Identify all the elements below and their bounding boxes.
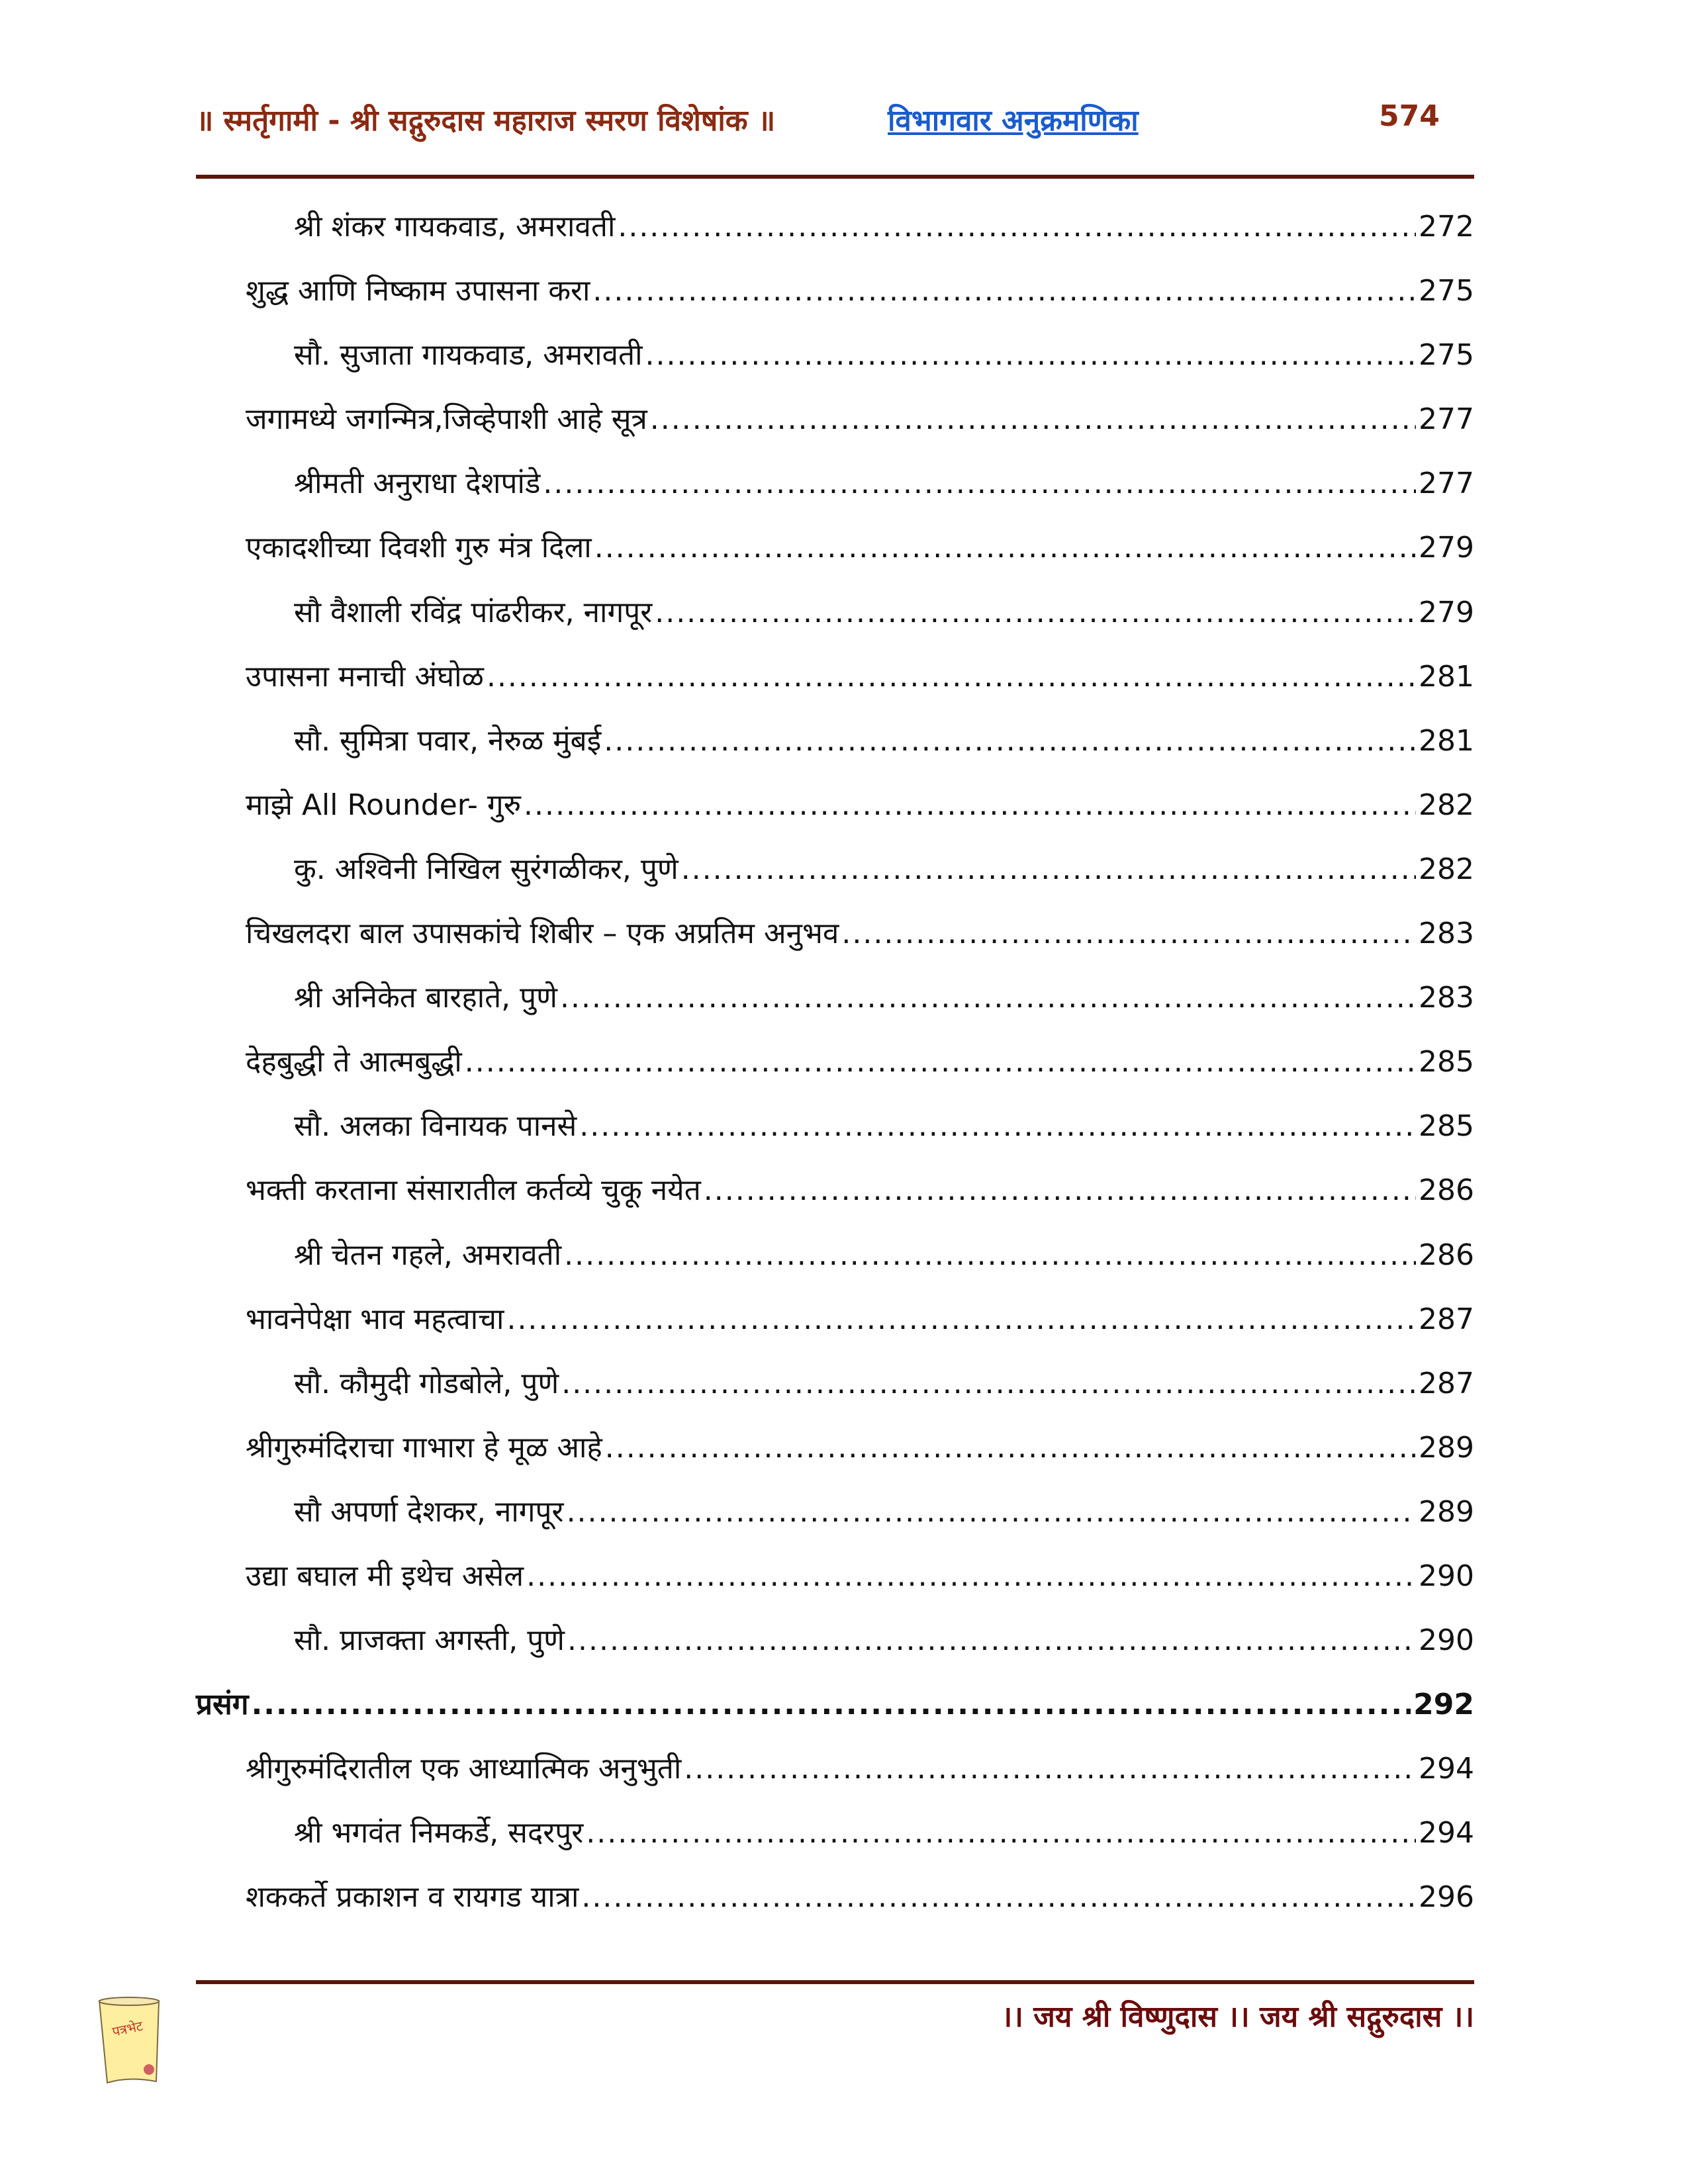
toc-entry-title: सौ. अलका विनायक पानसे bbox=[294, 1109, 577, 1144]
section-index-link[interactable]: विभागवार अनुक्रमणिका bbox=[888, 104, 1139, 138]
toc-entry-title: श्रीगुरुमंदिरातील एक आध्यात्मिक अनुभुती bbox=[246, 1752, 682, 1786]
toc-entry[interactable] bbox=[196, 655, 1474, 719]
toc-entry-title: सौ. प्राजक्ता अगस्ती, पुणे bbox=[294, 1623, 565, 1658]
dot-leader bbox=[487, 660, 1416, 694]
toc-entry-page: 282 bbox=[1419, 788, 1474, 822]
toc-entry[interactable] bbox=[196, 1683, 1474, 1747]
toc-entry-title: भक्ती करताना संसारातील कर्तव्ये चुकू नयेत bbox=[246, 1173, 701, 1208]
dot-leader bbox=[581, 1880, 1416, 1914]
toc-entry-page: 290 bbox=[1419, 1623, 1474, 1658]
toc-entry[interactable] bbox=[196, 1234, 1474, 1298]
toc-entry[interactable] bbox=[196, 591, 1474, 655]
toc-entry-title: उपासना मनाची अंघोळ bbox=[246, 659, 484, 694]
toc-entry-page: 275 bbox=[1419, 338, 1474, 373]
toc-entry-page: 296 bbox=[1419, 1880, 1474, 1915]
dot-leader bbox=[655, 596, 1416, 629]
dot-leader bbox=[841, 917, 1416, 950]
toc-entry-title: श्री चेतन गहले, अमरावती bbox=[294, 1238, 562, 1272]
toc-entry-page: 277 bbox=[1419, 402, 1474, 437]
toc-entry-title: भावनेपेक्षा भाव महत्वाचा bbox=[246, 1302, 504, 1336]
dot-leader bbox=[592, 274, 1416, 308]
dot-leader bbox=[560, 981, 1416, 1015]
toc-entry-title: चिखलदरा बाल उपासकांचे शिबीर – एक अप्रतिम अनुभव bbox=[246, 917, 839, 951]
toc-entry-page: 292 bbox=[1413, 1688, 1474, 1722]
toc-entry[interactable] bbox=[196, 1169, 1474, 1233]
toc-entry[interactable] bbox=[196, 1619, 1474, 1683]
dot-leader bbox=[506, 1302, 1416, 1336]
dot-leader bbox=[524, 788, 1416, 822]
dot-leader bbox=[567, 1495, 1416, 1529]
toc-entry-page: 275 bbox=[1419, 274, 1474, 308]
toc-entry-title: श्रीमती अनुराधा देशपांडे bbox=[294, 467, 541, 501]
toc-entry-title: सौ अपर्णा देशकर, नागपूर bbox=[294, 1494, 564, 1529]
toc-entry-page: 294 bbox=[1419, 1752, 1474, 1786]
toc-entry[interactable] bbox=[196, 1747, 1474, 1811]
toc-entry-title: सौ. सुमित्रा पवार, नेरुळ मुंबई bbox=[294, 723, 602, 758]
toc-entry[interactable] bbox=[196, 976, 1474, 1040]
dot-leader bbox=[618, 210, 1416, 244]
dot-leader bbox=[543, 467, 1416, 500]
toc-entry-title: सौ वैशाली रविंद्र पांढरीकर, नागपूर bbox=[294, 595, 653, 629]
toc-entry[interactable] bbox=[196, 334, 1474, 398]
toc-entry-page: 283 bbox=[1419, 981, 1474, 1015]
toc-entry[interactable] bbox=[196, 1490, 1474, 1555]
toc-entry-page: 282 bbox=[1419, 852, 1474, 886]
dot-leader bbox=[681, 852, 1416, 886]
toc-entry-title: शुद्ध आणि निष्काम उपासना करा bbox=[246, 274, 590, 308]
dot-leader bbox=[465, 1045, 1416, 1079]
dot-leader bbox=[704, 1173, 1416, 1207]
toc-entry-title: प्रसंग bbox=[196, 1688, 249, 1722]
toc-entry-page: 289 bbox=[1419, 1494, 1474, 1529]
toc-entry-page: 286 bbox=[1419, 1173, 1474, 1208]
toc-entry-page: 286 bbox=[1419, 1238, 1474, 1272]
toc-entry[interactable] bbox=[196, 398, 1474, 462]
toc-entry-title: माझे All Rounder- गुरु bbox=[246, 788, 522, 822]
toc-entry-page: 281 bbox=[1419, 723, 1474, 758]
footer-text: ।। जय श्री विष्णुदास ।। जय श्री सद्गुरुदास ।। bbox=[1001, 2000, 1474, 2034]
header-divider bbox=[196, 175, 1474, 179]
toc-entry-page: 279 bbox=[1419, 595, 1474, 629]
toc-entry[interactable] bbox=[196, 1362, 1474, 1426]
toc-entry[interactable] bbox=[196, 462, 1474, 526]
toc-entry-page: 289 bbox=[1419, 1430, 1474, 1465]
toc-entry-page: 294 bbox=[1419, 1816, 1474, 1850]
dot-leader bbox=[650, 402, 1416, 436]
dot-leader bbox=[684, 1752, 1416, 1786]
toc-entry-title: श्री अनिकेत बारहाते, पुणे bbox=[294, 981, 557, 1015]
toc-entry-page: 285 bbox=[1419, 1045, 1474, 1079]
toc-entry-page: 290 bbox=[1419, 1559, 1474, 1593]
dot-leader bbox=[526, 1559, 1416, 1593]
dot-leader bbox=[605, 1431, 1416, 1465]
toc-entry[interactable] bbox=[196, 719, 1474, 784]
page-header bbox=[196, 99, 1474, 152]
toc-entry[interactable] bbox=[196, 1811, 1474, 1876]
patrabhet-scroll-logo bbox=[93, 1995, 165, 2088]
toc-entry-title: सौ. सुजाता गायकवाड, अमरावती bbox=[294, 338, 643, 373]
toc-entry[interactable] bbox=[196, 1555, 1474, 1619]
toc-entry-title: देहबुद्धी ते आत्मबुद्धी bbox=[246, 1045, 462, 1079]
toc-entry[interactable] bbox=[196, 205, 1474, 269]
toc-entry-title: जगामध्ये जगन्मित्र,जिव्हेपाशी आहे सूत्र bbox=[246, 402, 647, 437]
toc-entry-title: शककर्ते प्रकाशन व रायगड यात्रा bbox=[246, 1880, 579, 1915]
toc-entry[interactable] bbox=[196, 912, 1474, 976]
toc-entry-title: श्री भगवंत निमकर्डे, सदरपुर bbox=[294, 1816, 584, 1850]
toc-entry-page: 277 bbox=[1419, 467, 1474, 501]
svg-text:पत्रभेट: पत्रभेट bbox=[111, 2017, 144, 2040]
toc-entry-page: 285 bbox=[1419, 1109, 1474, 1144]
dot-leader bbox=[594, 531, 1416, 565]
toc-entry[interactable] bbox=[196, 1426, 1474, 1490]
toc-entry-title: सौ. कौमुदी गोडबोले, पुणे bbox=[294, 1366, 559, 1400]
toc-entry-title: उद्या बघाल मी इथेच असेल bbox=[246, 1559, 524, 1593]
toc-entry[interactable] bbox=[196, 269, 1474, 334]
footer-divider bbox=[196, 1980, 1474, 1984]
toc-entry-page: 287 bbox=[1419, 1302, 1474, 1336]
dot-leader bbox=[586, 1816, 1416, 1850]
dot-leader bbox=[564, 1238, 1416, 1272]
dot-leader bbox=[567, 1623, 1416, 1657]
table-of-contents bbox=[196, 205, 1474, 1940]
toc-entry[interactable] bbox=[196, 1105, 1474, 1169]
toc-entry-page: 272 bbox=[1419, 210, 1474, 244]
publication-title: ॥ स्मर्तृगामी - श्री सद्गुरुदास महाराज स्मरण विशेषांक ॥ bbox=[196, 104, 776, 138]
dot-leader bbox=[252, 1688, 1411, 1721]
toc-entry-page: 283 bbox=[1419, 917, 1474, 951]
toc-entry[interactable] bbox=[196, 526, 1474, 590]
toc-entry-page: 281 bbox=[1419, 659, 1474, 694]
toc-entry[interactable] bbox=[196, 784, 1474, 848]
toc-entry-title: एकादशीच्या दिवशी गुरु मंत्र दिला bbox=[246, 531, 592, 565]
toc-entry[interactable] bbox=[196, 1876, 1474, 1940]
toc-entry-page: 287 bbox=[1419, 1366, 1474, 1400]
dot-leader bbox=[561, 1367, 1416, 1400]
toc-entry[interactable] bbox=[196, 1298, 1474, 1362]
dot-leader bbox=[604, 724, 1416, 758]
page-number: 574 bbox=[1379, 99, 1440, 133]
toc-entry-title: श्री शंकर गायकवाड, अमरावती bbox=[294, 210, 616, 244]
toc-entry-title: कु. अश्विनी निखिल सुरंगळीकर, पुणे bbox=[294, 852, 679, 886]
toc-entry-page: 279 bbox=[1419, 531, 1474, 565]
dot-leader bbox=[579, 1109, 1416, 1143]
toc-entry[interactable] bbox=[196, 1040, 1474, 1105]
dot-leader bbox=[645, 338, 1416, 372]
toc-entry-title: श्रीगुरुमंदिराचा गाभारा हे मूळ आहे bbox=[246, 1430, 602, 1465]
toc-entry[interactable] bbox=[196, 848, 1474, 912]
